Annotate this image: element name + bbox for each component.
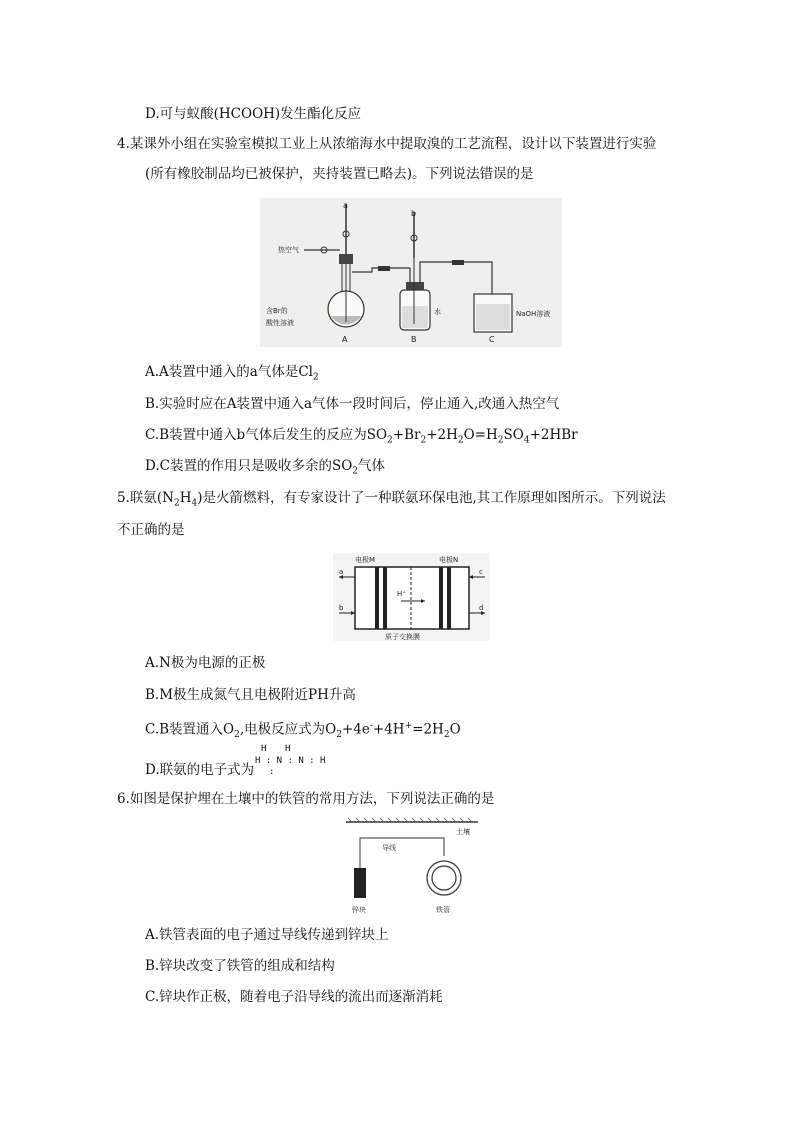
q5-option-d: D.联氨的电子式为 — [145, 762, 255, 778]
q4-option-a: A.A装置中通入的a气体是$Cl_2$ — [145, 364, 319, 383]
q5-cell-figure — [333, 553, 490, 641]
q3-option-d: D.可与蚁酸(HCOOH)发生酯化反应 — [145, 106, 362, 122]
q6-option-a: A.铁管表面的电子通过导线传递到锌块上 — [145, 927, 389, 943]
q5-electrode-n: 电极N — [439, 556, 459, 564]
q5-label-d: d — [479, 604, 484, 612]
q4-flask-label-2: 酸性溶液 — [266, 319, 294, 327]
q5-stem-line2: 不正确的是 — [117, 522, 185, 538]
q4-stem-line2: (所有橡胶制品均已被保护，夹持装置已略去)。下列说法错误的是 — [145, 166, 534, 182]
q6-soil-label: 土壤 — [456, 828, 470, 836]
q5-option-a: A.N极为电源的正极 — [145, 655, 266, 671]
q4-label-b: b — [411, 209, 417, 218]
q5-membrane-label: 质子交换膜 — [385, 633, 420, 641]
q6-pipe-label: 铁管 — [436, 906, 450, 914]
q6-stem: 6.如图是保护埋在土壤中的铁管的常用方法，下列说法正确的是 — [117, 791, 495, 807]
q4-hot-air: 热空气 — [278, 246, 299, 254]
q4-option-d: D.C装置的作用只是吸收多余的$SO_2$气体 — [145, 458, 386, 477]
q4-option-b: B.实验时应在A装置中通入a气体一段时间后，停止通入,改通入热空气 — [145, 396, 560, 412]
q4-label-C: C — [489, 335, 495, 344]
q6-option-c: C.锌块作正极，随着电子沿导线的流出而逐渐消耗 — [145, 989, 443, 1005]
q5-h-plus-label: H⁺ — [397, 590, 406, 598]
q6-zinc-label: 锌块 — [352, 906, 366, 914]
q5-option-b: B.M极生成氮气且电极附近PH升高 — [145, 687, 356, 703]
q5-label-a: a — [339, 568, 344, 576]
q5-option-c: C.B装置通入$O_2$,电极反应式为$O_2+4e^-+4H^+=2H_2O$ — [145, 721, 461, 741]
q4-naoh-label: NaOH溶液 — [516, 310, 551, 318]
q4-label-a: a — [343, 201, 348, 210]
q4-apparatus-figure — [260, 198, 562, 347]
q5-label-c: c — [479, 568, 483, 576]
q4-flask-label-1: 含Br的 — [266, 307, 288, 315]
q4-label-B: B — [411, 335, 417, 344]
q5-electrode-m: 电极M — [355, 556, 376, 564]
q4-water-label: 水 — [434, 308, 441, 316]
q4-stem-line1: 4.某课外小组在实验室模拟工业上从浓缩海水中提取溴的工艺流程，设计以下装置进行实验 — [117, 136, 657, 152]
q5-label-b: b — [339, 604, 344, 612]
q4-label-A: A — [342, 335, 348, 344]
q5-stem-line1: 5.联氨$(N_2H_4)$是火箭燃料，有专家设计了一种联氨环保电池,其工作原理如图所示。下列说法 — [117, 490, 666, 509]
q6-option-b: B.锌块改变了铁管的组成和结构 — [145, 958, 335, 974]
q6-wire-label: 导线 — [382, 844, 396, 852]
q6-pipe-figure — [344, 816, 480, 916]
q5-electron-formula: H H H : N : N : H : — [255, 744, 326, 777]
q4-option-c: C.B装置中通入b气体后发生的反应为$SO_2+Br_2+2H_2O=H_2SO_4+2HBr$ — [145, 427, 578, 446]
